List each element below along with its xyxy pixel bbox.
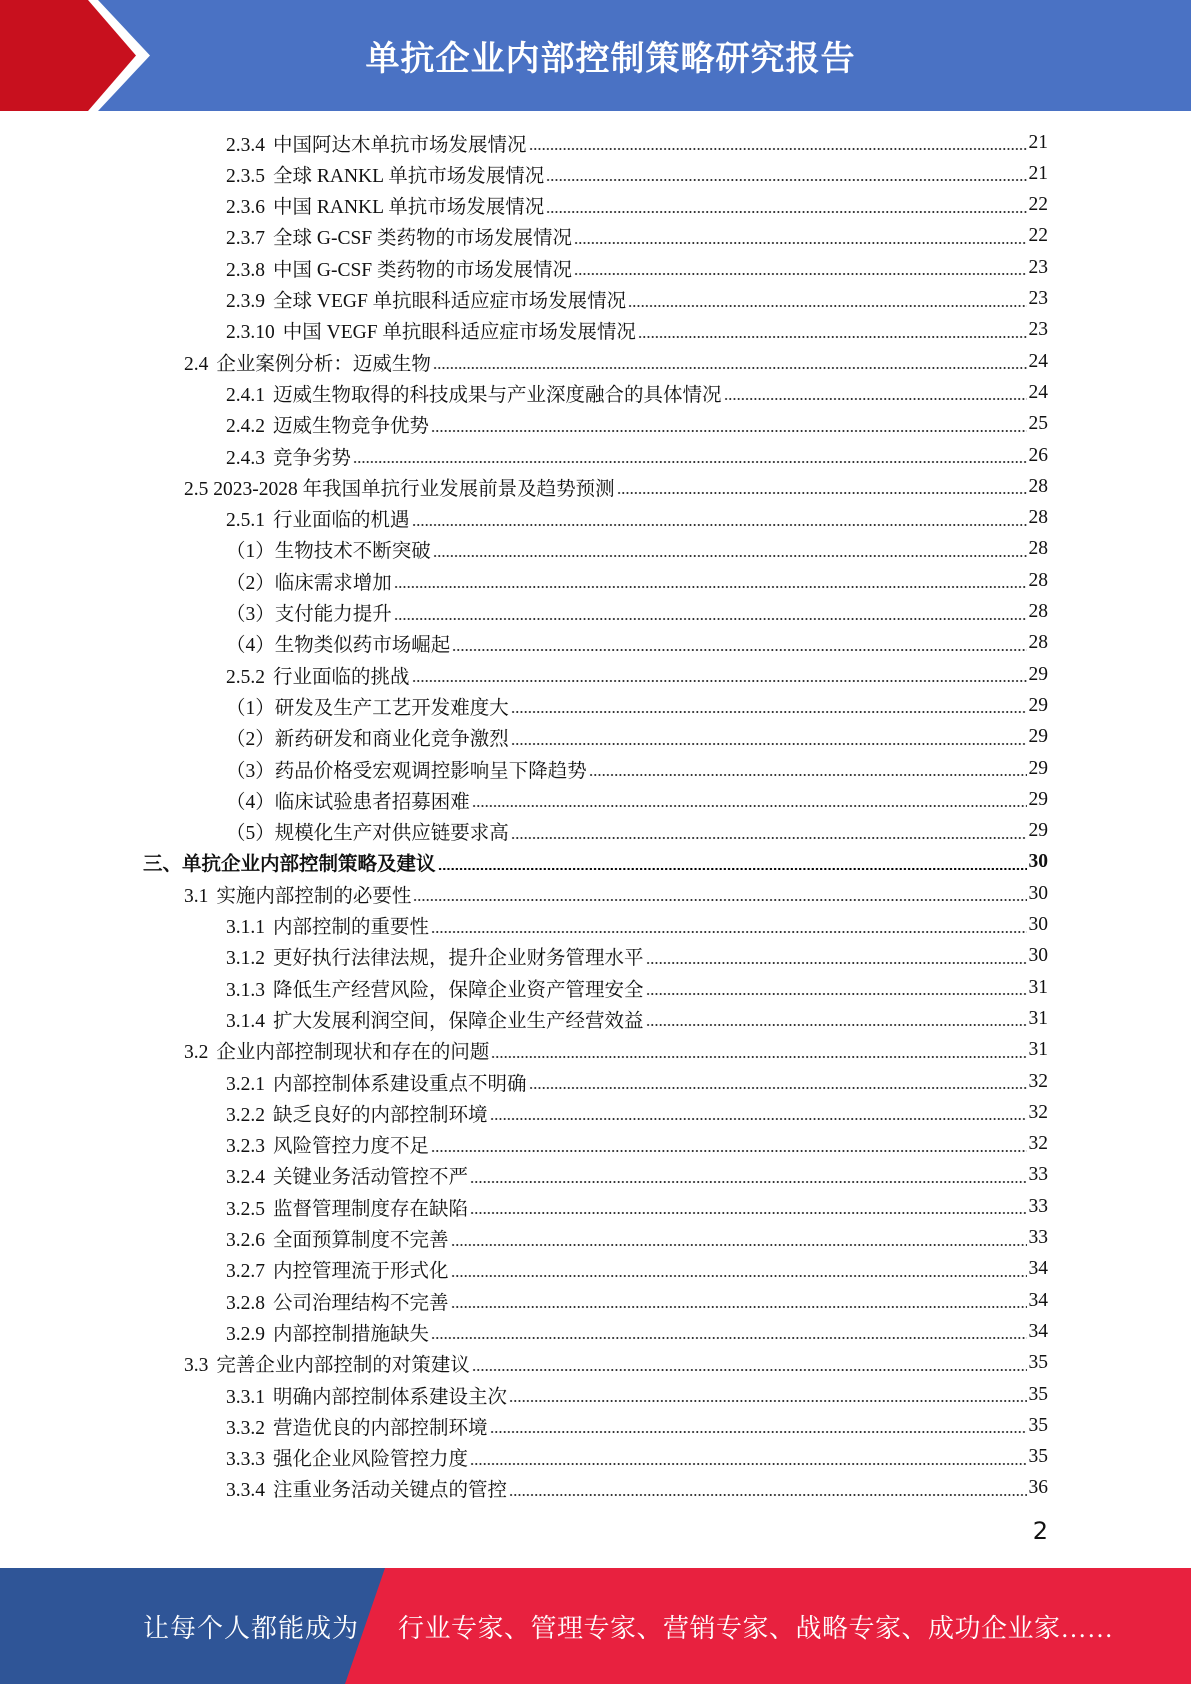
toc-entry-label — [226, 786, 470, 814]
toc-entry-text: 全球 VEGF 单抗眼科适应症市场发展情况 — [273, 291, 627, 312]
toc-entry-page: 30 — [1028, 851, 1048, 873]
page-footer — [0, 1568, 1191, 1684]
toc-entry-page: 29 — [1028, 726, 1048, 748]
toc-entry[interactable] — [226, 158, 1048, 189]
toc-entry[interactable] — [226, 284, 1048, 315]
toc-entry[interactable] — [226, 1066, 1048, 1097]
toc-entry-label — [226, 504, 410, 532]
toc-entry-text: （4）临床试验患者招募困难 — [226, 791, 470, 813]
report-title: 单抗企业内部控制策略研究报告 — [365, 39, 856, 79]
toc-entry-number: 3.3.3 — [226, 1449, 265, 1471]
toc-entry-page: 31 — [1028, 1007, 1048, 1029]
toc-dot-leader — [529, 148, 1027, 150]
toc-entry-page: 30 — [1028, 882, 1048, 904]
toc-dot-leader — [646, 993, 1027, 995]
toc-entry-label — [226, 598, 392, 626]
toc-dot-leader — [472, 1369, 1027, 1371]
toc-entry-number: 3.2.2 — [226, 1104, 265, 1126]
toc-dot-leader — [472, 805, 1027, 807]
toc-entry-label — [226, 629, 450, 657]
toc-entry[interactable] — [226, 1097, 1048, 1128]
toc-entry-page: 28 — [1028, 507, 1048, 529]
toc-entry-number: 3.2.6 — [226, 1230, 265, 1251]
toc-entry-page: 22 — [1028, 194, 1048, 216]
toc-entry-label — [226, 535, 431, 563]
toc-dot-leader — [451, 1306, 1027, 1308]
toc-dot-leader — [413, 899, 1026, 901]
toc-entry-text: 内控管理流于形式化 — [273, 1261, 449, 1283]
toc-entry[interactable] — [226, 565, 1048, 596]
toc-dot-leader — [452, 649, 1026, 651]
toc-entry-text: 全面预算制度不完善 — [273, 1230, 449, 1251]
toc-entry-label — [226, 661, 410, 689]
toc-entry[interactable] — [226, 722, 1048, 753]
toc-entry[interactable] — [226, 190, 1048, 221]
toc-entry-page: 35 — [1028, 1414, 1048, 1436]
toc-dot-leader — [490, 1118, 1027, 1120]
toc-entry[interactable] — [184, 471, 1048, 502]
toc-entry-text: 内部控制的重要性 — [273, 917, 430, 938]
toc-entry-page: 33 — [1028, 1227, 1048, 1248]
toc-entry-number: 3.2.8 — [226, 1292, 265, 1314]
toc-dot-leader — [431, 430, 1026, 432]
toc-entry-text: 公司治理结构不完善 — [273, 1292, 449, 1314]
toc-entry[interactable] — [184, 346, 1048, 377]
toc-entry-label — [226, 254, 572, 282]
toc-entry-page: 32 — [1028, 1070, 1048, 1092]
toc-entry-page: 28 — [1028, 475, 1048, 497]
toc-dot-leader — [451, 1244, 1027, 1246]
toc-entry-text: （3）支付能力提升 — [226, 604, 392, 625]
toc-entry-label — [226, 1130, 429, 1158]
footer-slogan-left: 让每个人都能成为 — [143, 1613, 360, 1643]
toc-dot-leader — [724, 398, 1027, 400]
toc-entry-page: 31 — [1028, 976, 1048, 998]
toc-dot-leader — [589, 774, 1027, 776]
toc-entry-number: 3.3 — [184, 1355, 209, 1377]
toc-entry-text: 全球 G-CSF 类药物的市场发展情况 — [273, 228, 573, 250]
footer-slogan-right: 行业专家、管理专家、营销专家、战略专家、成功企业家…… — [398, 1613, 1114, 1643]
toc-entry-label — [226, 379, 722, 407]
toc-dot-leader — [646, 1024, 1027, 1026]
toc-entry[interactable] — [226, 440, 1048, 471]
page-header — [0, 0, 1191, 111]
toc-entry-text: 行业面临的挑战 — [273, 666, 410, 688]
toc-entry[interactable] — [226, 597, 1048, 628]
toc-entry-number: 2.3.5 — [226, 165, 265, 187]
toc-entry-number: 3.2.1 — [226, 1073, 265, 1095]
toc-entry-text: 营造优良的内部控制环境 — [273, 1417, 488, 1439]
toc-entry-number: 3.3.1 — [226, 1386, 265, 1408]
toc-entry-number: 3.1.2 — [226, 948, 265, 970]
toc-entry-page: 29 — [1028, 788, 1048, 810]
toc-entry-page: 28 — [1028, 569, 1048, 591]
toc-entry-number: 2.3.10 — [226, 322, 275, 344]
toc-entry-text: 迈威生物取得的科技成果与产业深度融合的具体情况 — [273, 384, 722, 406]
toc-entry-number: 3.1.4 — [226, 1010, 265, 1032]
toc-entry-page: 24 — [1028, 350, 1048, 372]
toc-entry-page: 23 — [1028, 256, 1048, 278]
toc-entry-text: 完善企业内部控制的对策建议 — [216, 1355, 470, 1377]
toc-entry-page: 33 — [1028, 1195, 1048, 1217]
toc-dot-leader — [646, 962, 1027, 964]
toc-entry-text: 全球 RANKL 单抗市场发展情况 — [273, 165, 545, 187]
toc-entry-number: 3.1.1 — [226, 917, 265, 938]
toc-entry-number: 3.3.2 — [226, 1417, 265, 1439]
toc-entry-text: （3）药品价格受宏观调控影响呈下降趋势 — [226, 760, 587, 782]
toc-entry-page: 29 — [1028, 694, 1048, 716]
toc-entry-text: 明确内部控制体系建设主次 — [273, 1386, 508, 1408]
toc-entry-number: 3.1 — [184, 885, 209, 907]
toc-entry-number: 3.2.4 — [226, 1167, 265, 1189]
toc-entry-number: 2.4.2 — [226, 416, 265, 438]
toc-entry[interactable] — [184, 1348, 1048, 1379]
toc-entry[interactable] — [226, 409, 1048, 440]
toc-entry[interactable] — [226, 534, 1048, 565]
toc-entry-label — [184, 348, 431, 376]
toc-dot-leader — [394, 586, 1027, 588]
toc-entry[interactable] — [226, 1473, 1048, 1504]
toc-entry-label — [226, 316, 636, 344]
toc-dot-leader — [451, 1275, 1027, 1277]
toc-entry-label — [226, 1255, 449, 1283]
toc-entry-number: 2.3.8 — [226, 259, 265, 281]
toc-dot-leader — [353, 461, 1026, 463]
toc-entry-page: 28 — [1028, 538, 1048, 560]
toc-entry-label — [226, 974, 644, 1002]
toc-entry[interactable] — [226, 377, 1048, 408]
toc-entry-page: 26 — [1028, 444, 1048, 466]
toc-entry-text: 实施内部控制的必要性 — [216, 885, 412, 907]
toc-dot-leader — [628, 305, 1026, 307]
toc-entry-text: （2）临床需求增加 — [226, 572, 392, 594]
toc-dot-leader — [638, 336, 1027, 338]
toc-entry-label — [226, 567, 392, 595]
toc-entry-number: 2.3.6 — [226, 197, 265, 219]
toc-entry-label — [226, 410, 429, 438]
toc-entry-page: 24 — [1028, 381, 1048, 403]
toc-entry-label — [226, 1068, 527, 1096]
toc-entry[interactable] — [226, 816, 1048, 847]
toc-entry-label — [184, 473, 615, 501]
toc-entry[interactable] — [226, 1316, 1048, 1347]
toc-entry-text: 缺乏良好的内部控制环境 — [273, 1104, 488, 1126]
toc-entry-page: 30 — [1028, 914, 1048, 935]
toc-entry-label — [226, 1099, 488, 1127]
toc-entry-label — [226, 1412, 488, 1440]
toc-entry[interactable] — [226, 910, 1048, 941]
toc-entry-label — [226, 1443, 468, 1471]
toc-entry-page: 21 — [1028, 162, 1048, 184]
toc-dot-leader — [511, 837, 1027, 839]
toc-entry[interactable] — [226, 1410, 1048, 1441]
toc-entry-number: 3.2.5 — [226, 1198, 265, 1220]
toc-entry-number: 3.2.7 — [226, 1261, 265, 1283]
toc-entry[interactable] — [226, 628, 1048, 659]
toc-entry-number: 3.3.4 — [226, 1480, 265, 1502]
toc-entry-page: 34 — [1028, 1320, 1048, 1342]
toc-entry-text: 迈威生物竞争优势 — [273, 416, 430, 438]
toc-entry[interactable] — [226, 1129, 1048, 1160]
toc-entry-label — [226, 442, 351, 470]
toc-entry-page: 29 — [1028, 757, 1048, 779]
toc-entry[interactable] — [226, 1254, 1048, 1285]
toc-entry-text: 降低生产经营风险，保障企业资产管理安全 — [273, 979, 644, 1001]
toc-entry-text: 扩大发展利润空间，保障企业生产经营效益 — [273, 1010, 644, 1032]
toc-dot-leader — [509, 1494, 1026, 1496]
toc-entry[interactable] — [226, 784, 1048, 815]
toc-entry[interactable] — [226, 941, 1048, 972]
toc-entry-text: 风险管控力度不足 — [273, 1136, 430, 1158]
toc-entry-label — [226, 911, 429, 939]
toc-dot-leader — [574, 242, 1026, 244]
toc-entry-label — [226, 191, 544, 219]
toc-entry-number: 2.5.1 — [226, 510, 265, 532]
toc-entry-page: 34 — [1028, 1258, 1048, 1280]
toc-entry-number: 2.4 — [184, 353, 209, 375]
toc-dot-leader — [546, 211, 1026, 213]
toc-entry-label — [226, 285, 626, 313]
toc-dot-leader — [412, 524, 1027, 526]
toc-dot-leader — [509, 1400, 1026, 1402]
toc-entry-number: 3.2.9 — [226, 1323, 265, 1345]
toc-entry-page: 34 — [1028, 1289, 1048, 1311]
toc-entry-page: 28 — [1028, 601, 1048, 622]
toc-entry-label — [184, 1349, 470, 1377]
toc-entry[interactable] — [226, 127, 1048, 158]
toc-entry[interactable] — [226, 753, 1048, 784]
toc-entry-text: 监督管理制度存在缺陷 — [273, 1198, 469, 1220]
toc-entry[interactable] — [226, 690, 1048, 721]
toc-dot-leader — [431, 1337, 1026, 1339]
toc-entry-label — [226, 1193, 468, 1221]
toc-entry[interactable] — [226, 1191, 1048, 1222]
toc-entry-text: 中国 G-CSF 类药物的市场发展情况 — [273, 259, 573, 281]
toc-dot-leader — [438, 868, 1027, 870]
toc-entry-text: 中国 RANKL 单抗市场发展情况 — [273, 197, 545, 219]
toc-entry-page: 32 — [1028, 1133, 1048, 1155]
toc-entry-label — [226, 692, 509, 720]
toc-entry-label — [226, 1318, 429, 1346]
toc-entry-label — [226, 1287, 449, 1315]
toc-entry-text: 竞争劣势 — [273, 447, 352, 469]
toc-entry-label — [226, 723, 509, 751]
toc-entry-number: 3.2.3 — [226, 1136, 265, 1158]
toc-entry[interactable] — [226, 1379, 1048, 1410]
toc-entry[interactable] — [226, 1442, 1048, 1473]
toc-entry-page: 23 — [1028, 319, 1048, 341]
toc-entry-label — [226, 1474, 507, 1502]
toc-entry-text: 关键业务活动管控不严 — [273, 1167, 469, 1189]
toc-entry-text: 强化企业风险管控力度 — [273, 1449, 469, 1471]
toc-entry-text: 三、单抗企业内部控制策略及建议 — [143, 854, 436, 876]
toc-entry-label — [226, 942, 644, 970]
toc-entry-label — [226, 1005, 644, 1033]
toc-entry-label — [226, 1161, 468, 1189]
toc-entry-page: 25 — [1028, 413, 1048, 435]
toc-entry[interactable] — [226, 252, 1048, 283]
toc-dot-leader — [574, 273, 1026, 275]
page-number: 2 — [1032, 1517, 1048, 1545]
toc-dot-leader — [511, 711, 1027, 713]
toc-entry[interactable] — [226, 503, 1048, 534]
toc-entry-label — [226, 817, 509, 845]
toc-dot-leader — [433, 367, 1027, 369]
toc-entry[interactable] — [226, 221, 1048, 252]
toc-entry-page: 35 — [1028, 1383, 1048, 1405]
toc-entry-label — [226, 755, 587, 783]
toc-dot-leader — [546, 179, 1026, 181]
toc-entry-text: 内部控制措施缺失 — [273, 1323, 430, 1345]
toc-entry-number: 2.4.1 — [226, 384, 265, 406]
toc-entry-page: 36 — [1028, 1477, 1048, 1499]
toc-dot-leader — [431, 931, 1026, 933]
toc-entry-page: 29 — [1028, 663, 1048, 685]
toc-entry-page: 32 — [1028, 1101, 1048, 1123]
toc-entry-label — [184, 880, 411, 908]
toc-dot-leader — [412, 680, 1027, 682]
toc-entry[interactable] — [226, 1285, 1048, 1316]
toc-entry[interactable] — [143, 847, 1048, 878]
toc-entry-label — [226, 160, 544, 188]
toc-entry[interactable] — [226, 972, 1048, 1003]
toc-entry-page: 35 — [1028, 1352, 1048, 1374]
toc-entry-text: 企业内部控制现状和存在的问题 — [216, 1042, 490, 1064]
toc-dot-leader — [470, 1181, 1026, 1183]
toc-dot-leader — [491, 1056, 1026, 1058]
toc-entry-label — [226, 129, 527, 157]
toc-dot-leader — [433, 555, 1027, 557]
toc-dot-leader — [470, 1212, 1026, 1214]
toc-entry-number: 2.5.2 — [226, 666, 265, 688]
toc-entry-text: 企业案例分析：迈威生物 — [216, 353, 431, 375]
toc-entry-text: 更好执行法律法规，提升企业财务管理水平 — [273, 948, 644, 970]
toc-dot-leader — [470, 1463, 1026, 1465]
toc-entry-page: 35 — [1028, 1446, 1048, 1468]
toc-entry-page: 33 — [1028, 1164, 1048, 1186]
toc-entry-page: 23 — [1028, 288, 1048, 309]
toc-entry-page: 29 — [1028, 820, 1048, 842]
toc-entry-text: 注重业务活动关键点的管控 — [273, 1480, 508, 1502]
toc-entry-text: 行业面临的机遇 — [273, 510, 410, 532]
toc-entry-number: 2.3.7 — [226, 228, 265, 250]
toc-dot-leader — [394, 618, 1027, 620]
toc-entry-page: 31 — [1028, 1039, 1048, 1061]
toc-entry[interactable] — [184, 1035, 1048, 1066]
toc-entry-page: 22 — [1028, 225, 1048, 247]
toc-entry-label — [184, 1036, 489, 1064]
toc-entry[interactable] — [184, 878, 1048, 909]
toc-dot-leader — [511, 743, 1027, 745]
toc-entry-text: （1）生物技术不断突破 — [226, 541, 431, 563]
toc-entry-text: 2.5 2023-2028 年我国单抗行业发展前景及趋势预测 — [184, 478, 615, 500]
toc-entry-text: 中国阿达木单抗市场发展情况 — [273, 134, 527, 156]
toc-entry-label — [226, 1224, 449, 1252]
toc-entry-text: （1）研发及生产工艺开发难度大 — [226, 697, 509, 719]
toc-entry-label — [226, 222, 572, 250]
toc-entry-label — [143, 848, 436, 876]
toc-entry-number: 3.1.3 — [226, 979, 265, 1001]
toc-entry-page: 21 — [1028, 131, 1048, 153]
toc-entry-number: 2.3.4 — [226, 134, 265, 156]
toc-entry-text: 中国 VEGF 单抗眼科适应症市场发展情况 — [282, 322, 636, 344]
toc-entry-number: 2.4.3 — [226, 447, 265, 469]
toc-entry-page: 30 — [1028, 945, 1048, 967]
toc-entry[interactable] — [226, 1003, 1048, 1034]
toc-entry[interactable] — [226, 315, 1048, 346]
toc-dot-leader — [529, 1087, 1027, 1089]
toc-entry[interactable] — [226, 1160, 1048, 1191]
toc-entry[interactable] — [226, 659, 1048, 690]
toc-entry-text: （2）新药研发和商业化竞争激烈 — [226, 729, 509, 751]
toc-entry[interactable] — [226, 1223, 1048, 1254]
toc-dot-leader — [431, 1150, 1026, 1152]
toc-entry-text: 内部控制体系建设重点不明确 — [273, 1073, 527, 1095]
toc-entry-text: （4）生物类似药市场崛起 — [226, 635, 451, 657]
toc-entry-text: （5）规模化生产对供应链要求高 — [226, 823, 509, 845]
toc-entry-number: 2.3.9 — [226, 291, 265, 312]
toc-entry-page: 28 — [1028, 632, 1048, 654]
toc-dot-leader — [617, 492, 1027, 494]
toc-entry-label — [226, 1381, 507, 1409]
toc-dot-leader — [490, 1431, 1027, 1433]
toc-entry-number: 3.2 — [184, 1042, 209, 1064]
